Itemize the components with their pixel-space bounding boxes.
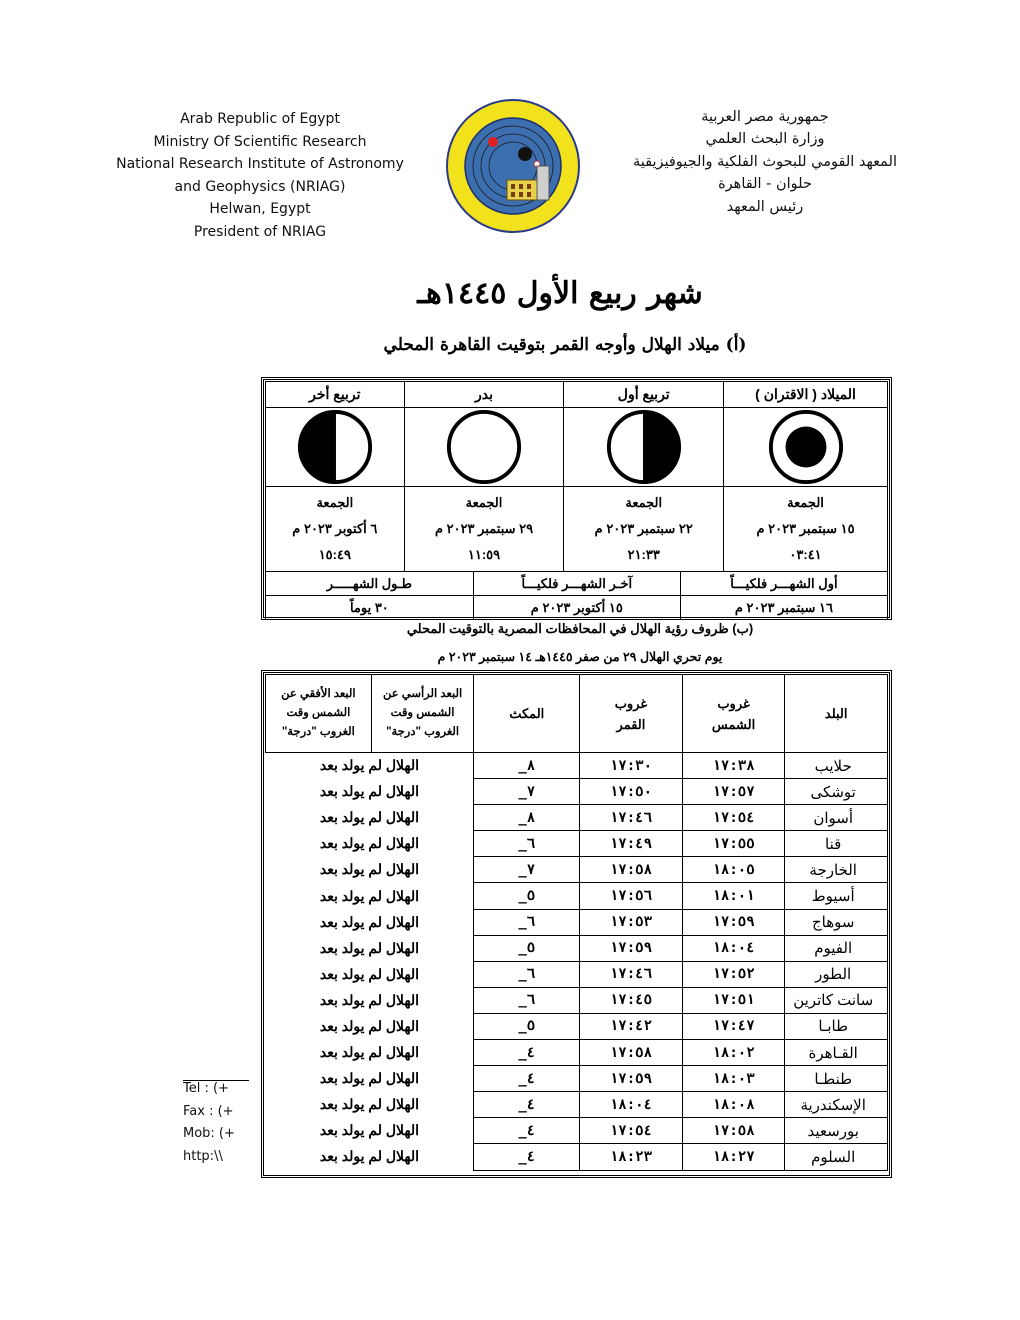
moonset-cell: ١٧:٥٨ bbox=[580, 1040, 683, 1066]
letterhead-line: President of NRIAG bbox=[193, 223, 327, 240]
column-header-horizontal-distance: البعد الأفقي عن الشمس وقت الغروب "درجة" bbox=[266, 675, 372, 753]
phase-time: ١١:٥٩ bbox=[467, 547, 501, 562]
table-row bbox=[266, 987, 888, 1013]
city-cell: سانت كاترين bbox=[785, 987, 888, 1013]
column-header-city: البلد bbox=[785, 675, 888, 753]
city-cell: الفيوم bbox=[785, 935, 888, 961]
letterhead-line: Arab Republic of Egypt bbox=[180, 111, 340, 127]
table-row bbox=[266, 909, 888, 935]
note-cell: الهلال لم يولد بعد bbox=[319, 1122, 420, 1139]
city-cell: القـاهرة bbox=[785, 1040, 888, 1066]
table-row bbox=[266, 753, 888, 779]
column-header-vertical-distance: البعد الرأسي عن الشمس وقت الغروب "درجة" bbox=[371, 675, 474, 753]
stay-cell: ٦_ bbox=[474, 961, 580, 987]
note-cell: الهلال لم يولد بعد bbox=[319, 1017, 420, 1034]
moonset-cell: ١٧:٥٩ bbox=[580, 1066, 683, 1092]
sunset-cell: ١٨:٠٥ bbox=[682, 857, 785, 883]
table-row bbox=[266, 961, 888, 987]
sunset-cell: ١٨:٠٣ bbox=[682, 1066, 785, 1092]
observation-day: يوم تحري الهلال ٢٩ من صفر ١٤٤٥هـ ١٤ سبتمبر ٢٠٢٣ م bbox=[437, 650, 723, 664]
sunset-cell: ١٨:٠٢ bbox=[682, 1040, 785, 1066]
note-cell: الهلال لم يولد بعد bbox=[319, 783, 420, 800]
moonset-cell: ١٧:٥٨ bbox=[580, 857, 683, 883]
table-row bbox=[266, 1118, 888, 1144]
note-cell: الهلال لم يولد بعد bbox=[319, 1044, 420, 1061]
crescent-visibility-table bbox=[261, 670, 892, 1178]
phase-time: ١٥:٤٩ bbox=[318, 547, 351, 562]
letterhead-line: جمهورية مصر العربية bbox=[701, 109, 829, 125]
note-cell: الهلال لم يولد بعد bbox=[319, 939, 420, 956]
note-cell: الهلال لم يولد بعد bbox=[319, 965, 420, 982]
phase-day: الجمعة bbox=[316, 495, 354, 510]
phase-header-full-moon: بدر bbox=[404, 382, 564, 408]
page-title: شهر ربيع الأول ١٤٤٥هـ bbox=[417, 276, 703, 311]
stay-cell: ٦_ bbox=[474, 987, 580, 1013]
note-cell: الهلال لم يولد بعد bbox=[319, 887, 420, 904]
phase-info-first-quarter bbox=[564, 487, 724, 572]
phase-date: ٦ أكتوبر ٢٠٢٣ م bbox=[292, 521, 378, 536]
month-start-value: ١٦ سبتمبر ٢٠٢٣ م bbox=[680, 596, 887, 620]
city-cell: سوهاج bbox=[785, 909, 888, 935]
full-moon-icon bbox=[445, 408, 523, 486]
stay-cell: ٥_ bbox=[474, 935, 580, 961]
letterhead-line: and Geophysics (NRIAG) bbox=[174, 178, 346, 195]
phase-header-first-quarter: تربيع أول bbox=[564, 382, 724, 408]
english-letterhead bbox=[95, 108, 425, 244]
stay-cell: ٧_ bbox=[474, 779, 580, 805]
sunset-cell: ١٨:٢٧ bbox=[682, 1144, 785, 1170]
fax-label: Fax : (+ bbox=[183, 1103, 234, 1119]
sunset-cell: ١٧:٥٤ bbox=[682, 805, 785, 831]
table-row bbox=[266, 1066, 888, 1092]
table-row bbox=[266, 1092, 888, 1118]
moonset-cell: ١٧:٣٠ bbox=[580, 753, 683, 779]
month-length-value: ٣٠ يوماً bbox=[266, 596, 474, 620]
sunset-cell: ١٨:٠٨ bbox=[682, 1092, 785, 1118]
phase-date: ٢٩ سبتمبر ٢٠٢٣ م bbox=[434, 521, 534, 536]
stay-cell: ٤_ bbox=[474, 1144, 580, 1170]
column-header-moonset: غروب القمر bbox=[580, 675, 683, 753]
city-cell: أسوان bbox=[785, 805, 888, 831]
phase-info-new-moon bbox=[724, 487, 888, 572]
sunset-cell: ١٧:٥٨ bbox=[682, 1118, 785, 1144]
phase-date: ٢٢ سبتمبر ٢٠٢٣ م bbox=[594, 521, 693, 536]
phase-info-last-quarter bbox=[266, 487, 405, 572]
city-cell: حلايب bbox=[785, 753, 888, 779]
moonset-cell: ١٧:٤٩ bbox=[580, 831, 683, 857]
moonset-cell: ١٧:٥٠ bbox=[580, 779, 683, 805]
sunset-cell: ١٧:٥٩ bbox=[682, 909, 785, 935]
moonset-cell: ١٨:٠٤ bbox=[580, 1092, 683, 1118]
moon-phases-table bbox=[261, 377, 892, 620]
sunset-cell: ١٨:٠٤ bbox=[682, 935, 785, 961]
sunset-cell: ١٧:٥٥ bbox=[682, 831, 785, 857]
table-row bbox=[266, 883, 888, 909]
table-row bbox=[266, 935, 888, 961]
stay-cell: ٧_ bbox=[474, 857, 580, 883]
note-cell: الهلال لم يولد بعد bbox=[319, 1096, 420, 1113]
phase-header-last-quarter: تربيع أخر bbox=[266, 382, 405, 408]
sunset-cell: ١٨:٠١ bbox=[682, 883, 785, 909]
stay-cell: ٨_ bbox=[474, 805, 580, 831]
moonset-cell: ١٧:٥٤ bbox=[580, 1118, 683, 1144]
note-cell: الهلال لم يولد بعد bbox=[319, 861, 420, 878]
city-cell: السلوم bbox=[785, 1144, 888, 1170]
note-cell: الهلال لم يولد بعد bbox=[319, 1070, 420, 1087]
stay-cell: ٤_ bbox=[474, 1118, 580, 1144]
mobile-label: Mob: (+ bbox=[183, 1126, 235, 1141]
table-row bbox=[266, 779, 888, 805]
month-start-header: أول الشهـــر فلكيـــاً bbox=[680, 572, 887, 596]
last-quarter-icon bbox=[296, 408, 374, 486]
note-cell: الهلال لم يولد بعد bbox=[319, 835, 420, 852]
city-cell: الطور bbox=[785, 961, 888, 987]
phase-day: الجمعة bbox=[625, 495, 663, 510]
note-cell: الهلال لم يولد بعد bbox=[319, 913, 420, 930]
stay-cell: ٥_ bbox=[474, 883, 580, 909]
section-a-title: (أ) ميلاد الهلال وأوجه القمر بتوقيت القاهرة المحلي bbox=[383, 335, 747, 355]
sunset-cell: ١٧:٤٧ bbox=[682, 1013, 785, 1039]
phase-time: ٢١:٣٣ bbox=[627, 547, 660, 562]
table-row bbox=[266, 805, 888, 831]
month-end-header: آخـر الشهـــر فلكيـــاً bbox=[473, 572, 680, 596]
letterhead-line: حلوان - القاهرة bbox=[718, 176, 812, 193]
moonset-cell: ١٧:٤٢ bbox=[580, 1013, 683, 1039]
table-row bbox=[266, 1013, 888, 1039]
phase-day: الجمعة bbox=[465, 495, 503, 510]
city-cell: قنا bbox=[785, 831, 888, 857]
sunset-cell: ١٧:٥٧ bbox=[682, 779, 785, 805]
letterhead-line: Helwan, Egypt bbox=[209, 201, 311, 218]
phase-header-new-moon: الميلاد ( الاقتران ) bbox=[724, 382, 888, 408]
city-cell: أسيوط bbox=[785, 883, 888, 909]
stay-cell: ٤_ bbox=[474, 1092, 580, 1118]
moonset-cell: ١٧:٤٦ bbox=[580, 961, 683, 987]
city-cell: الخارجة bbox=[785, 857, 888, 883]
sunset-cell: ١٧:٥١ bbox=[682, 987, 785, 1013]
moonset-cell: ١٧:٥٦ bbox=[580, 883, 683, 909]
city-cell: طابـا bbox=[785, 1013, 888, 1039]
letterhead-line: وزارة البحث العلمي bbox=[705, 131, 825, 148]
column-header-stay: المكث bbox=[474, 675, 580, 753]
stay-cell: ٥_ bbox=[474, 1013, 580, 1039]
moonset-cell: ١٧:٥٩ bbox=[580, 935, 683, 961]
city-cell: الإسكندرية bbox=[785, 1092, 888, 1118]
table-row bbox=[266, 831, 888, 857]
nriag-logo-icon bbox=[445, 98, 581, 234]
sunset-cell: ١٧:٣٨ bbox=[682, 753, 785, 779]
city-cell: طنطـا bbox=[785, 1066, 888, 1092]
new-moon-icon bbox=[767, 408, 845, 486]
table-row bbox=[266, 857, 888, 883]
note-cell: الهلال لم يولد بعد bbox=[319, 991, 420, 1008]
phase-day: الجمعة bbox=[787, 495, 824, 510]
moonset-cell: ١٧:٥٣ bbox=[580, 909, 683, 935]
column-header-sunset: غروب الشمس bbox=[682, 675, 785, 753]
note-cell: الهلال لم يولد بعد bbox=[319, 809, 420, 826]
arabic-letterhead bbox=[605, 106, 925, 218]
phase-info-full-moon bbox=[404, 487, 564, 572]
section-b-title: (ب) ظروف رؤية الهلال في المحافظات المصرية بالتوقيت المحلي bbox=[406, 621, 754, 636]
tel-label: Tel : (+ bbox=[183, 1081, 229, 1096]
stay-cell: ٦_ bbox=[474, 831, 580, 857]
website-label: http:\\ bbox=[183, 1148, 223, 1164]
phase-time: ٠٣:٤١ bbox=[789, 547, 822, 562]
letterhead-line: رئيس المعهد bbox=[726, 198, 804, 215]
note-cell: الهلال لم يولد بعد bbox=[319, 1148, 420, 1165]
month-end-value: ١٥ أكتوبر ٢٠٢٣ م bbox=[473, 596, 680, 620]
stay-cell: ٤_ bbox=[474, 1040, 580, 1066]
table-row bbox=[266, 1144, 888, 1170]
stay-cell: ٤_ bbox=[474, 1066, 580, 1092]
phase-date: ١٥ سبتمبر ٢٠٢٣ م bbox=[756, 521, 855, 536]
city-cell: توشكى bbox=[785, 779, 888, 805]
table-row bbox=[266, 1040, 888, 1066]
note-cell: الهلال لم يولد بعد bbox=[266, 753, 474, 779]
letterhead-line: National Research Institute of Astronomy bbox=[116, 156, 404, 173]
first-quarter-icon bbox=[605, 408, 683, 486]
letterhead-line: المعهد القومي للبحوث الفلكية والجيوفيزيقية bbox=[632, 153, 898, 170]
city-cell: بورسعيد bbox=[785, 1118, 888, 1144]
contact-info bbox=[183, 1078, 250, 1168]
sunset-cell: ١٧:٥٢ bbox=[682, 961, 785, 987]
month-length-header: طـول الشهـــــر bbox=[266, 572, 474, 596]
moonset-cell: ١٨:٢٣ bbox=[580, 1144, 683, 1170]
letterhead-line: Ministry Of Scientific Research bbox=[153, 133, 367, 150]
moonset-cell: ١٧:٤٥ bbox=[580, 987, 683, 1013]
stay-cell: ٨_ bbox=[474, 753, 580, 779]
moonset-cell: ١٧:٤٦ bbox=[580, 805, 683, 831]
stay-cell: ٦_ bbox=[474, 909, 580, 935]
